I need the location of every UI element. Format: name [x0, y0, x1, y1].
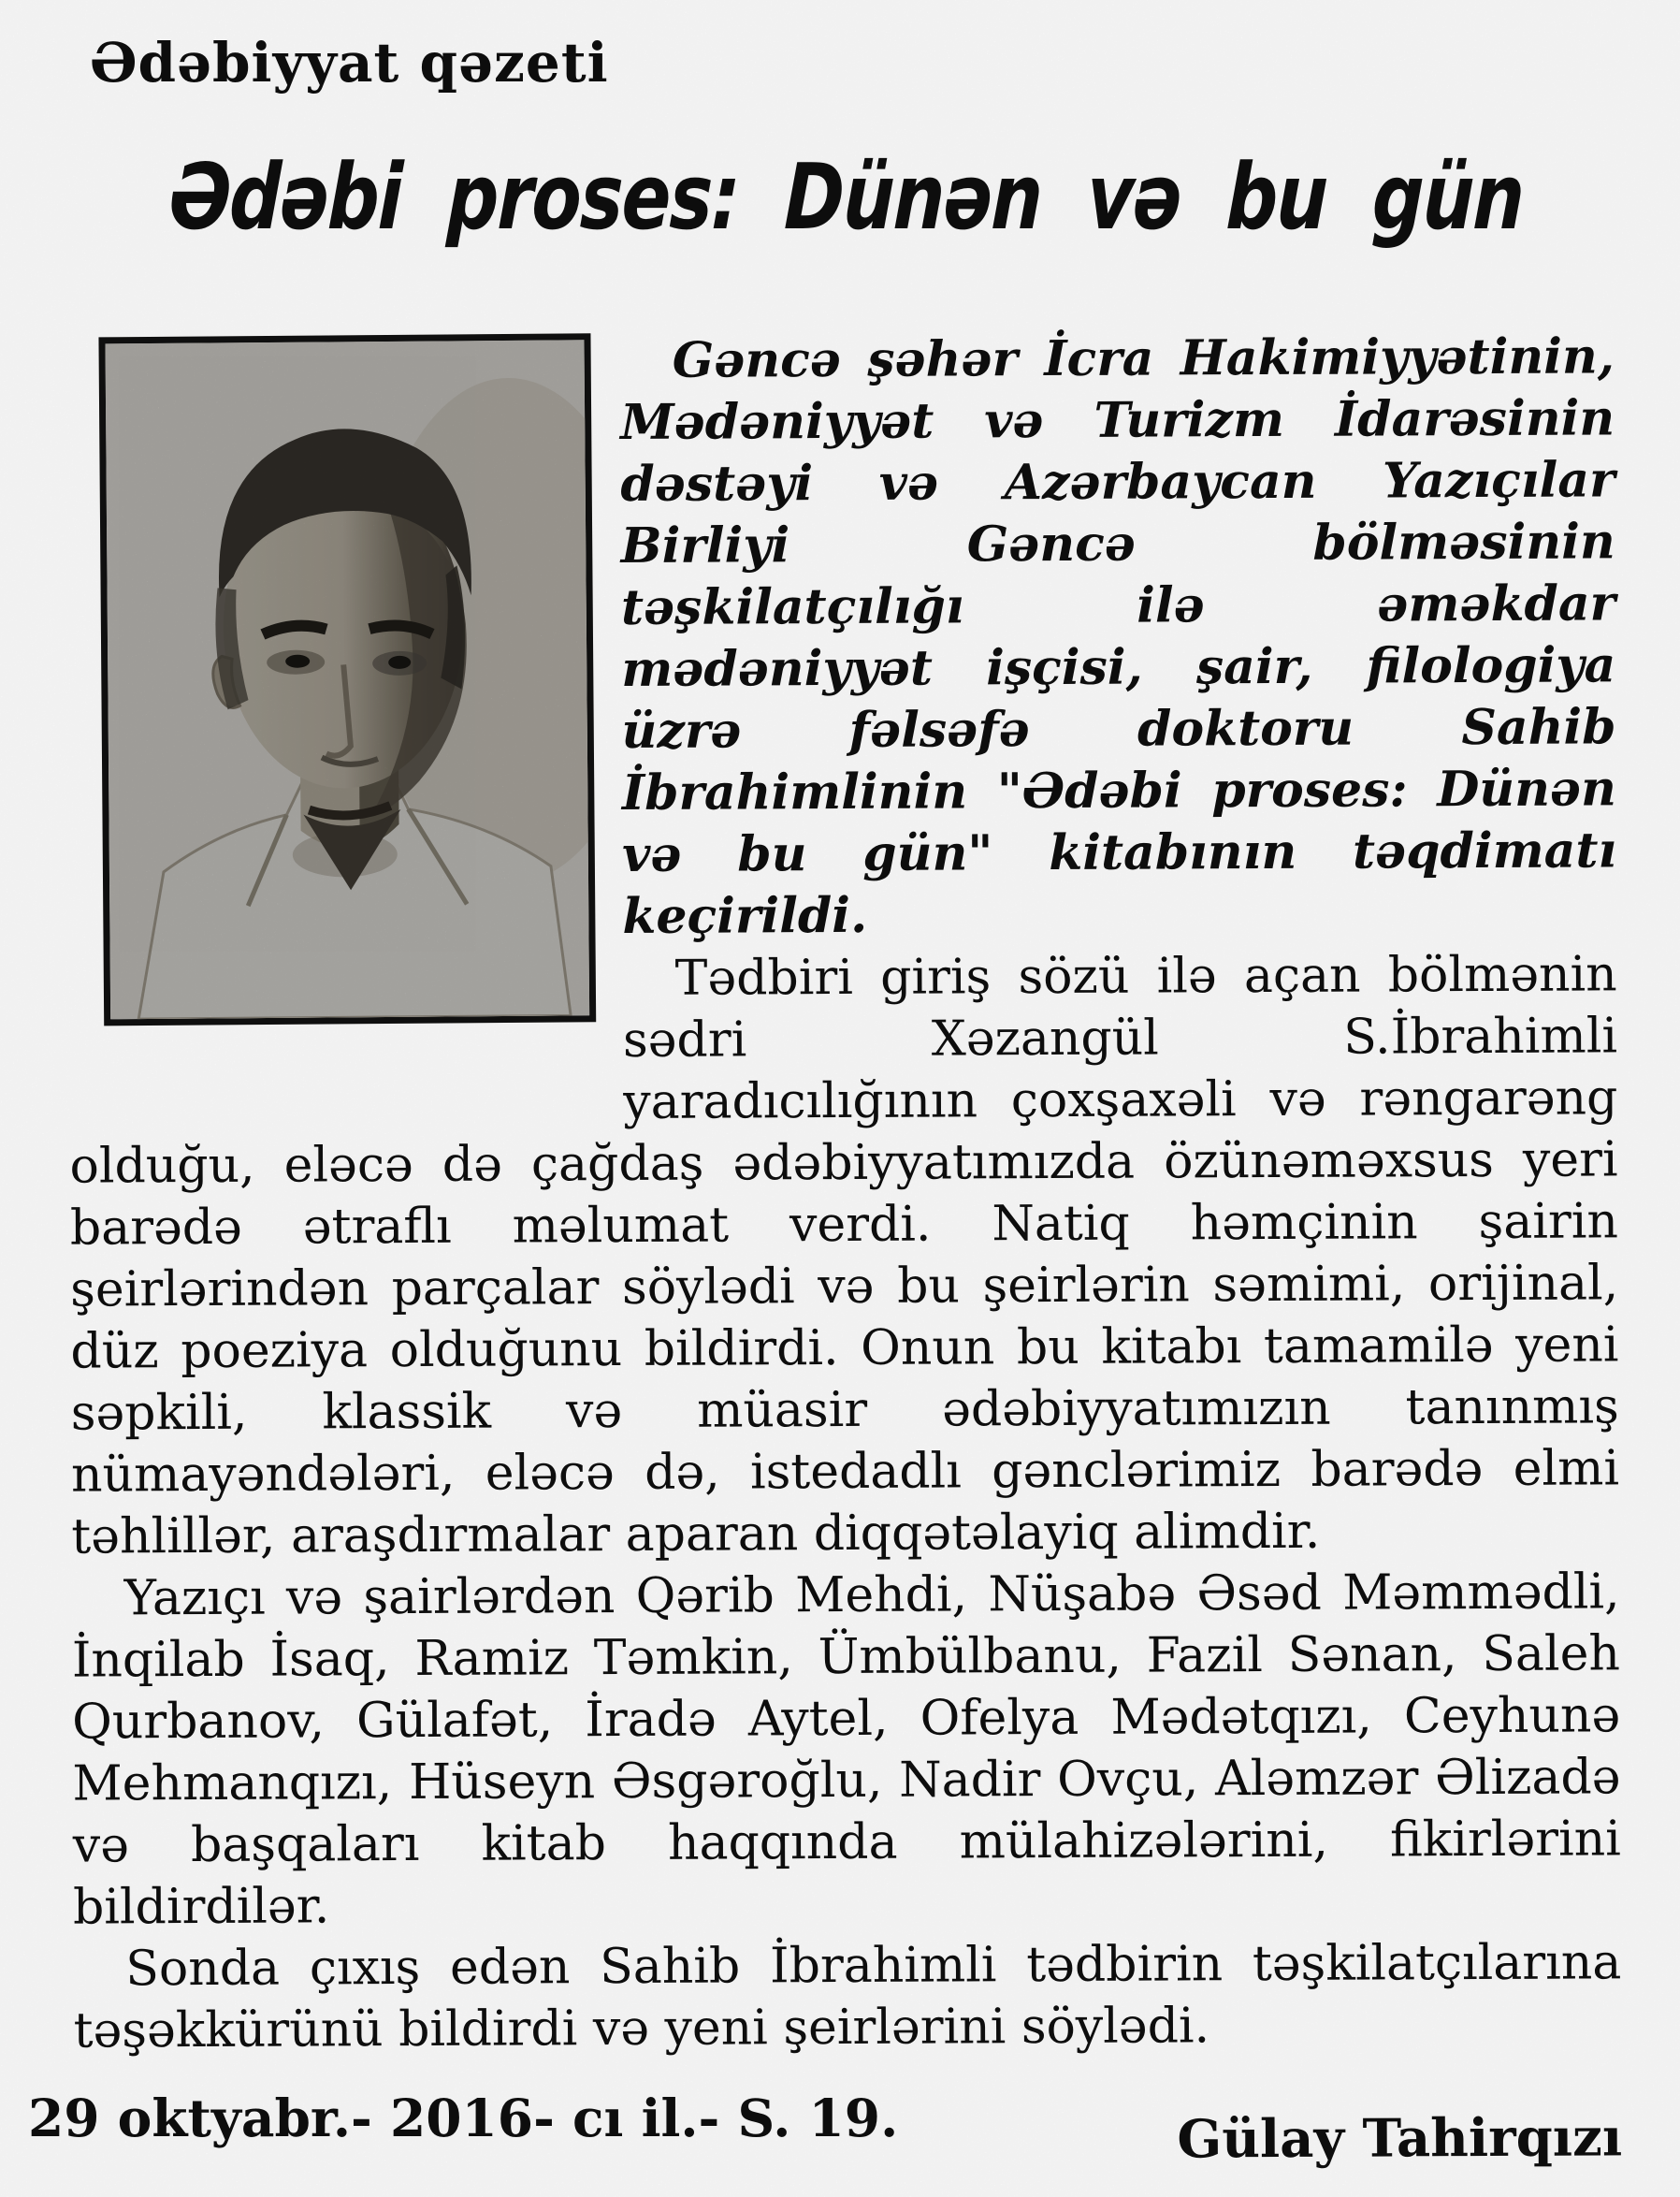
paragraph-4: Sonda çıxış edən Sahib İbrahimli tədbirin təşkilatçılarına təşəkkürünü bildirdi və yeni şeirlərini söylədi.	[73, 1934, 1622, 2059]
article-body	[66, 326, 1623, 2174]
portrait-photo-image	[106, 340, 590, 1019]
paragraph-3: Yazıçı və şairlərdən Qərib Mehdi, Nüşabə Əsəd Məmmədli, İnqilab İsaq, Ramiz Təmkin, Ümbülbanu, Fazil Sənan, Saleh Qurbanov, Gülafət, İradə Aytel, Ofelya Mədətqızı, Ceyhunə Mehmanqızı, Hüseyn Əsgəroğlu, Nadir Ovçu, Aləmzər Əlizadə və başqaları kitab haqqında mülahizələrini, fikirlərini bildirdilər.	[71, 1564, 1621, 1936]
portrait-photo	[98, 333, 596, 1026]
newspaper-name: Ədəbiyyat qəzeti	[90, 31, 609, 95]
paragraph-2: Tədbiri giriş sözü ilə açan bölmənin sədri Xəzangül S.İbrahimli yaradıcılığının çoxşaxəli və rəngarəng olduğu, eləcə də çağdaş ədəbiyyatımızda özünəməxsus yeri barədə ətraflı məlumat verdi. Natiq həmçinin şairin şeirlərindən parçalar söylədi və bu şeirlərin səmimi, orijinal, düz poeziya olduğunu bildirdi. Onun bu kitabı tamamilə yeni səpkili, klassik və müasir ədəbiyyatımızın tanınmış nümayəndələri, eləcə də, istedadlı gənclərimiz barədə elmi təhlillər, araşdırmalar aparan diqqətəlayiq alimdir.	[69, 946, 1620, 1565]
source-dateline: 29 oktyabr.- 2016- cı il.- S. 19.	[28, 2088, 899, 2148]
byline: Gülay Tahirqızı	[1177, 2106, 1623, 2171]
article-headline	[0, 144, 1680, 250]
headline-text: Ədəbi proses: Dünən və bu gün	[167, 144, 1525, 250]
lead-paragraph: Gəncə şəhər İcra Hakimiyyətinin, Mədəniyyət və Turizm İdarəsinin dəstəyi və Azərbaycan Yazıçılar Birliyi Gəncə bölməsinin təşkilatçılığı ilə əməkdar mədəniyyət işçisi, şair, filologiya üzrə fəlsəfə doktoru Sahib İbrahimlinin "Ədəbi proses: Dünən və bu gün" kitabının təqdimatı keçirildi.	[620, 327, 1617, 946]
